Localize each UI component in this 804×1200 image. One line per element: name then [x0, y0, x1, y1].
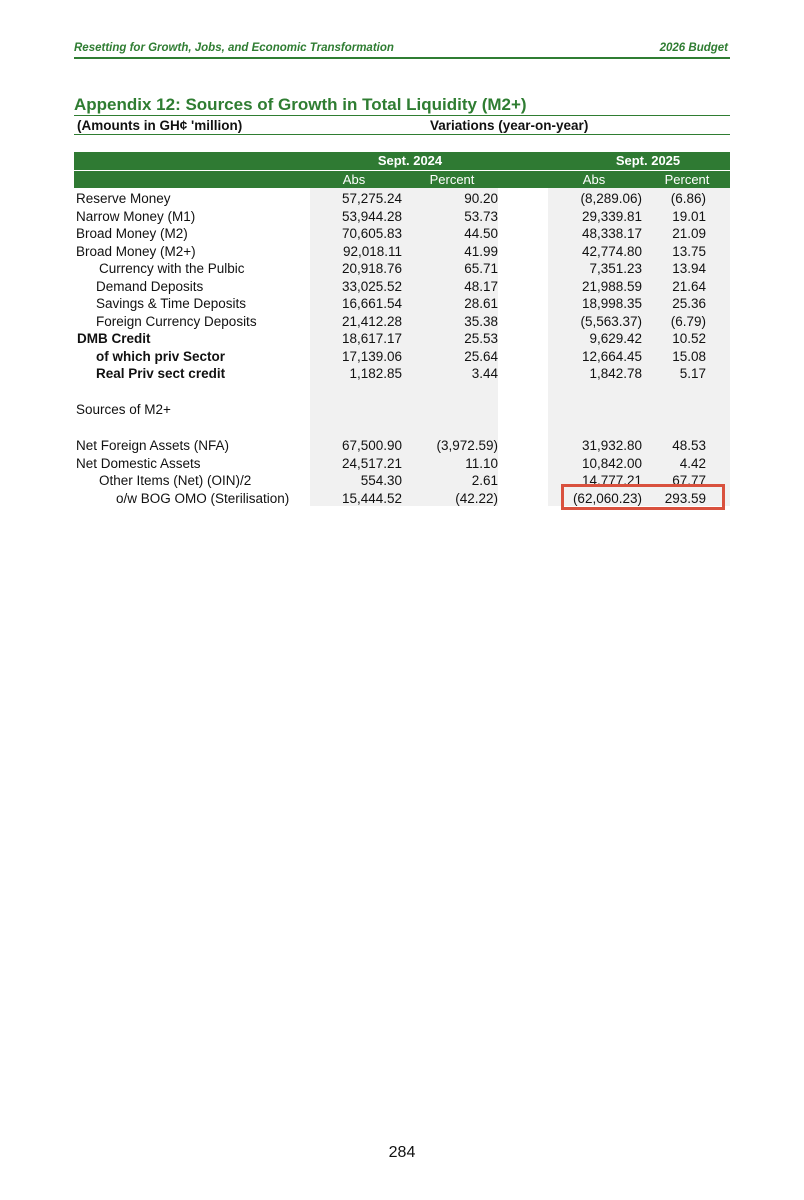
table-row [74, 260, 730, 278]
table-row [74, 348, 730, 366]
table-row [74, 313, 730, 331]
table-row [74, 225, 730, 243]
cell-value: 90.20 [464, 191, 498, 206]
cell-value: 18,998.35 [581, 296, 642, 311]
row-label: Net Foreign Assets (NFA) [76, 438, 230, 453]
cell-value: 21,412.28 [341, 313, 402, 329]
cell-value: 57,275.24 [341, 191, 402, 206]
cell-value: 16,661.54 [341, 296, 402, 311]
running-header [74, 41, 730, 59]
row-label: Savings & Time Deposits [96, 296, 247, 311]
cell-value: 9,629.42 [589, 331, 642, 346]
row-label: DMB Credit [77, 331, 151, 346]
cell-value: 13.75 [672, 243, 706, 259]
cell-value: 19.01 [672, 208, 706, 224]
cell-value: 15.08 [672, 348, 706, 364]
cell-value: 25.36 [672, 296, 706, 311]
cell-value: (5,563.37) [580, 313, 642, 329]
row-label: Other Items (Net) (OIN)/2 [99, 473, 252, 488]
cell-value: 53,944.28 [341, 208, 402, 224]
cell-value: 44.50 [464, 226, 498, 241]
cell-value: 48,338.17 [581, 226, 642, 241]
cell-value: 67.77 [672, 473, 706, 488]
cell-value: 65.71 [464, 261, 498, 276]
cell-value: 28.61 [464, 296, 498, 311]
table-subtitle [74, 118, 730, 135]
cell-value: 35.38 [464, 313, 498, 329]
column-header-percent-2024: Percent [429, 172, 475, 187]
cell-value: 17,139.06 [341, 348, 402, 364]
cell-value: 42,774.80 [581, 243, 642, 259]
cell-value: 24,517.21 [341, 455, 402, 471]
header-right-text: 2026 Budget [659, 42, 728, 54]
cell-value: 15,444.52 [341, 490, 402, 506]
cell-value: 3.44 [471, 366, 498, 381]
column-header-abs-2024: Abs [342, 172, 366, 187]
row-label: o/w BOG OMO (Sterilisation) [116, 490, 290, 506]
row-label: Demand Deposits [96, 278, 204, 294]
table-row [74, 455, 730, 473]
variations-label: Variations (year-on-year) [430, 118, 589, 133]
cell-value: 7,351.23 [589, 261, 642, 276]
table-row [74, 278, 730, 296]
row-label: Sources of M2+ [76, 402, 171, 417]
row-label: Currency with the Pulbic [99, 261, 245, 276]
row-label: Net Domestic Assets [76, 455, 201, 471]
cell-value: 11.10 [465, 455, 498, 471]
cell-value: (6.86) [670, 191, 706, 206]
cell-value: 12,664.45 [581, 348, 642, 364]
table-row [74, 437, 730, 455]
row-label: Reserve Money [76, 191, 171, 206]
table-row [74, 401, 730, 419]
period-header-2024: Sept. 2024 [377, 153, 443, 168]
row-label: Broad Money (M2) [76, 226, 188, 241]
column-header-abs-2025: Abs [582, 172, 606, 187]
cell-value: 70,605.83 [341, 226, 402, 241]
cell-value: 293.59 [664, 490, 706, 506]
header-left-text: Resetting for Growth, Jobs, and Economic Transformation [74, 42, 394, 54]
row-label: Broad Money (M2+) [76, 243, 196, 259]
cell-value: 18,617.17 [341, 331, 402, 346]
cell-value: 4.42 [679, 455, 706, 471]
cell-value: 25.64 [464, 348, 498, 364]
cell-value: 33,025.52 [341, 278, 402, 294]
cell-value: 5.17 [679, 366, 706, 381]
period-header-2025: Sept. 2025 [615, 153, 681, 168]
cell-value: (6.79) [670, 313, 706, 329]
cell-value: 53.73 [464, 208, 498, 224]
cell-value: (42.22) [455, 490, 498, 506]
units-label: (Amounts in GH¢ 'million) [77, 118, 243, 133]
cell-value: (3,972.59) [436, 438, 498, 453]
cell-value: 21,988.59 [581, 278, 642, 294]
row-label: of which priv Sector [96, 348, 226, 364]
cell-value: 21.09 [672, 226, 706, 241]
appendix-title: Appendix 12: Sources of Growth in Total Liquidity (M2+) [74, 95, 730, 116]
row-label: Real Priv sect credit [96, 366, 226, 381]
cell-value: 92,018.11 [342, 243, 402, 259]
cell-value: 10,842.00 [581, 455, 642, 471]
column-header-percent-2025: Percent [664, 172, 710, 187]
cell-value: 1,842.78 [589, 366, 642, 381]
table-row [74, 190, 730, 208]
cell-value: 48.53 [672, 438, 706, 453]
cell-value: 25.53 [464, 331, 498, 346]
row-label: Foreign Currency Deposits [96, 313, 257, 329]
page-number: 284 [388, 1144, 416, 1161]
cell-value: (8,289.06) [580, 191, 642, 206]
cell-value: 48.17 [464, 278, 498, 294]
table-row [74, 330, 730, 348]
table-row [74, 208, 730, 226]
cell-value: 67,500.90 [341, 438, 402, 453]
cell-value: 29,339.81 [581, 208, 642, 224]
cell-value: 554.30 [360, 473, 402, 488]
highlight-box [561, 484, 725, 510]
cell-value: 20,918.76 [341, 261, 402, 276]
cell-value: 1,182.85 [349, 366, 402, 381]
table-row [74, 365, 730, 383]
cell-value: 21.64 [672, 278, 706, 294]
cell-value: 14,777.21 [581, 473, 642, 488]
row-label: Narrow Money (M1) [76, 208, 196, 224]
cell-value: 13.94 [672, 261, 706, 276]
cell-value: 41.99 [464, 243, 498, 259]
cell-value: 2.61 [471, 473, 498, 488]
cell-value: 10.52 [672, 331, 706, 346]
cell-value: (62,060.23) [572, 490, 642, 506]
cell-value: 31,932.80 [581, 438, 642, 453]
table-row [74, 243, 730, 261]
table-row [74, 295, 730, 313]
